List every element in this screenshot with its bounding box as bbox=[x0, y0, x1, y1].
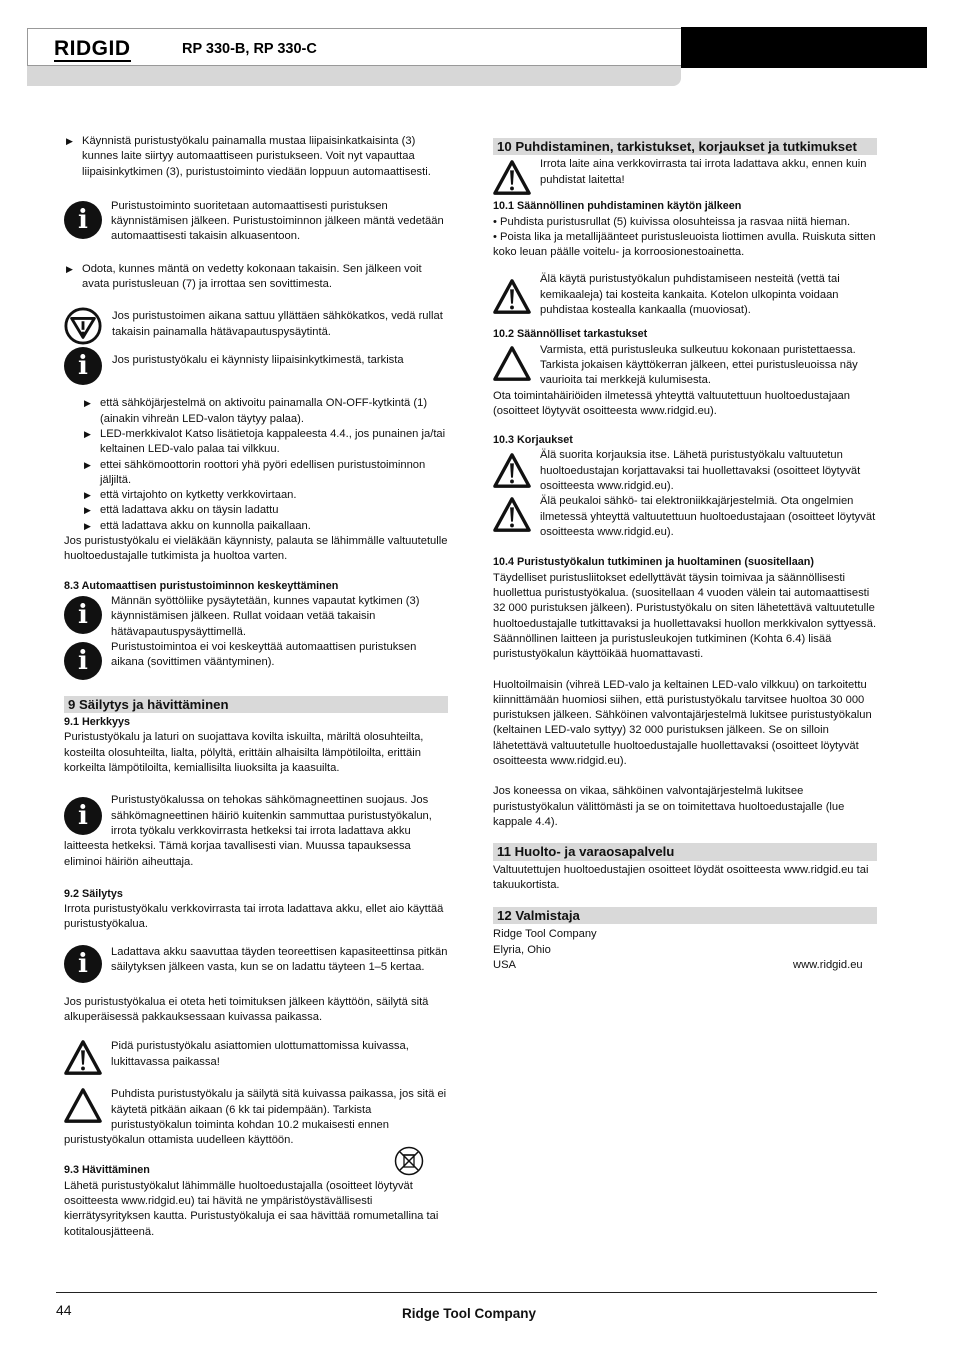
model-title: RP 330-B, RP 330-C bbox=[182, 41, 317, 57]
warning-note: Jos puristustoimen aikana sattuu yllättäen sähkökatkos, vedä rullat takaisin painamalla hätävapautuspysäytintä. bbox=[64, 309, 448, 349]
ridgid-logo: RIDGID bbox=[54, 37, 131, 60]
list-item: ▶ että virtajohto on kytketty verkkovirtaan. bbox=[64, 488, 448, 503]
subheading-9-3: 9.3 Hävittäminen bbox=[64, 1164, 150, 1177]
info-note: i Puristustoimintoa ei voi keskeyttää automaattisen puristuksen aikana (sovittimen vääntyminen). bbox=[64, 640, 448, 676]
paragraph: Irrota puristustyökalu verkkovirrasta tai irrota ladattava akku, ellet aio käyttää puristustyökalua. bbox=[64, 903, 444, 931]
step-wait: ▶ Odota, kunnes mäntä on vedetty kokonaan takaisin. Sen jälkeen voit avata puristusleuan (7) ja irrottaa sen sovittimesta. bbox=[64, 262, 448, 293]
info-icon: i bbox=[64, 596, 102, 634]
section-heading-11: 11 Huolto- ja varaosapalvelu bbox=[493, 843, 877, 860]
warning-icon bbox=[64, 1039, 102, 1077]
info-note: i Jos puristustyökalu ei käynnisty liipaisinkytkimestä, tarkista bbox=[64, 353, 448, 391]
left-column bbox=[64, 134, 448, 1240]
section-heading-10: 10 Puhdistaminen, tarkistukset, korjaukset ja tutkimukset bbox=[493, 138, 877, 155]
caution-note: Varmista, että puristusleuka sulkeutuu kokonaan puristettaessa. Tarkista jokaisen käyttökerran jälkeen, ettei puristusleuoissa näy vaurioita tai merkkejä kulumisesta. bbox=[493, 343, 877, 389]
info-note: i Ladattava akku saavuttaa täyden teoreettisen kapasiteettinsa pitkän säilytyksen jälkeen vasta, kun se on ladattu täyteen 1–5 kertaa. bbox=[64, 945, 448, 985]
info-icon: i bbox=[64, 797, 102, 835]
subheading-10-4: 10.4 Puristustyökalun tutkiminen ja huoltaminen (suositellaan) bbox=[493, 556, 814, 569]
address-line: Ridge Tool Company bbox=[493, 928, 597, 941]
step-start: ▶ Käynnistä puristustyökalu painamalla mustaa liipaisinkatkaisinta (3) kunnes laite siirtyy automaattiseen puristukseen. Voit nyt vapauttaa liipaisinkytkimen (3), puristustoiminto viedään loppuun automaattisesti. bbox=[64, 134, 448, 180]
warning-icon bbox=[493, 278, 531, 316]
paragraph: Lähetä puristustyökalut lähimmälle huoltoedustajalla (osoitteet löytyvät osoitteesta www.ridgid.eu) tai hävitä ne ympäristöystävällisesti kierrätysyrityksen kautta. Puristustyökaluja ei saa hävittää romumetallina tai kotitalousjätteenä. bbox=[64, 1179, 439, 1238]
subheading-8-3: 8.3 Automaattisen puristustoiminnon keskeyttäminen bbox=[64, 579, 339, 592]
warning-note: Irrota laite aina verkkovirrasta tai irrota ladattava akku, ennen kuin puhdistat laitetta! bbox=[493, 157, 877, 197]
warning-note: Älä peukaloi sähkö- tai elektroniikkajärjestelmiä. Ota ongelmien ilmetessä yhteyttä valtuutettuun huoltoedustajaan (osoitteet löytyvät osoitteesta www.ridgid.eu). bbox=[493, 494, 877, 540]
list-item: ▶ ettei sähkömoottorin roottori yhä pyöri edellisen puristustoiminnon jäljiltä. bbox=[64, 458, 448, 489]
warning-note: Pidä puristustyökalu asiattomien ulottumattomissa kuivassa, lukittavassa paikassa! bbox=[64, 1039, 448, 1079]
info-note: i Männän syöttöliike pysäytetään, kunnes vapautat kytkimen (3) käynnistämisen jälkeen. Rullat voidaan vetää takaisin hätävapautuspysäyttimellä. bbox=[64, 594, 448, 640]
paragraph: Jos koneessa on vikaa, sähköinen valvontajärjestelmä lukitsee puristustyökalun välittömästi ja se on toimitettava huoltoedustajalle (lue kappale 4.4). bbox=[493, 785, 845, 828]
subheading-9-2: 9.2 Säilytys bbox=[64, 887, 123, 900]
subheading-9-1: 9.1 Herkkyys bbox=[64, 716, 131, 729]
warning-icon bbox=[493, 159, 531, 197]
address-line: USA www.ridgid.eu bbox=[493, 958, 877, 973]
paragraph: Huoltoilmaisin (vihreä LED-valo ja keltainen LED-valo vilkkuu) on tarkoitettu kiinnittämään huomiosi siihen, että puristustyökalu tarvitsee huoltoa 30 000 puristuksen jälkeen. Sähköinen valvontajärjestelmä lukitsee puristustyökalun (keltainen LED-valo syttyy) 32 000 puristuksen jälkeen. Se on silloin lähetettävä valtuutetulle huoltoedustajalle huollettavaksi (osoitteet löytyvät osoitteesta www.ridgid.eu). bbox=[493, 678, 872, 768]
paragraph: Jos puristustyökalu ei vieläkään käynnisty, palauta se lähimmälle valtuutetulle huoltoedustajalle tutkimista ja huoltoa varten. bbox=[64, 535, 448, 563]
caution-note: Puhdista puristustyökalu ja säilytä sitä kuivassa paikassa, jos sitä ei käytetä pitkään aikaan (6 kk tai pidempään). Tarkista puristustyökalun toiminta kohdan 10.2 mukaisesti ennen puristustyökalun ottamista uudelleen käyttöön. bbox=[64, 1088, 447, 1147]
list-item: ▶ että ladattava akku on kunnolla paikallaan. bbox=[64, 519, 448, 534]
emergency-stop-icon bbox=[64, 307, 102, 345]
warning-icon bbox=[493, 452, 531, 490]
subheading-10-3: 10.3 Korjaukset bbox=[493, 434, 573, 447]
info-icon: i bbox=[64, 642, 102, 680]
caution-icon bbox=[64, 1087, 102, 1125]
disposal-icon bbox=[394, 1146, 424, 1176]
section-heading-12: 12 Valmistaja bbox=[493, 907, 877, 924]
check-list bbox=[64, 396, 448, 534]
website-link[interactable]: www.ridgid.eu bbox=[793, 958, 863, 971]
info-note: i Puristustoiminto suoritetaan automaattisesti puristuksen käynnistämisen jälkeen. Puristustoiminnon jälkeen mäntä vedetään automaattisesti takaisin alkuasentoon. bbox=[64, 199, 448, 245]
info-icon: i bbox=[64, 347, 102, 385]
warning-note: Älä suorita korjauksia itse. Lähetä puristustyökalu valtuutetun huoltoedustajan korjattavaksi tai huollettavaksi (osoitteet löytyvät osoitteesta www.ridgid.eu). bbox=[493, 448, 877, 494]
list-item: ▶ että sähköjärjestelmä on aktivoitu painamalla ON-OFF-kytkintä (1) (ainakin vihreän LED-valon täytyy palaa). bbox=[64, 396, 448, 427]
address-line: Elyria, Ohio bbox=[493, 943, 551, 956]
warning-note: Älä käytä puristustyökalun puhdistamiseen nesteitä (vettä tai kemikaaleja) tai kosteita kankaita. Kotelon ulkopinta voidaan puhdistaa kostealla kankaalla (muoviosat). bbox=[493, 272, 877, 318]
footer-company: Ridge Tool Company bbox=[402, 1306, 536, 1321]
list-item: ▶ LED-merkkivalot Katso lisätietoja kappaleesta 4.4., jos punainen ja/tai keltainen LED-valo palaa tai vilkkuu. bbox=[64, 427, 448, 458]
paragraph: Jos puristustyökalua ei oteta heti toimituksen jälkeen käyttöön, säilytä sitä alkuperäisessä pakkauksessaan kuivassa paikassa. bbox=[64, 995, 429, 1023]
list-item: ▶ että ladattava akku on täysin ladattu bbox=[64, 503, 448, 518]
subheading-10-1: 10.1 Säännöllinen puhdistaminen käytön jälkeen bbox=[493, 200, 742, 213]
section-heading-9: 9 Säilytys ja hävittäminen bbox=[64, 696, 448, 713]
paragraph: Puristustyökalu ja laturi on suojattava kovilta iskuilta, märiltä olosuhteilta, kosteilta olosuhteilta, lialta, pölyltä, erittäin alhaisilta lämpötiloilta, erittäin korkeilta lämpötiloilta, kemiallisilta liuoksilta ja kaasuilta. bbox=[64, 731, 424, 775]
info-note: i Puristustyökalussa on tehokas sähkömagneettinen suojaus. Jos sähkömagneettinen häiriö kuitenkin sammuttaa puristustyökalun, irrota työkalu verkkovirrasta hetkeksi tai irrota ladattava akku laitteesta hetkeksi. Tämä korjaa tavallisesti vian. Muussa tapauksessa eliminoi häiriön aiheuttaja. bbox=[64, 794, 432, 868]
subheading-10-2: 10.2 Säännölliset tarkastukset bbox=[493, 328, 648, 341]
paragraph: Ota toimintahäiriöiden ilmetessä yhteyttä valtuutettuun huoltoedustajaan (osoitteet löytyvät osoitteesta www.ridgid.eu). bbox=[493, 389, 850, 417]
bullet: • Puhdista puristusrullat (5) kuivissa olosuhteissa ja rasvaa niitä hieman. bbox=[493, 215, 851, 228]
paragraph: Valtuutettujen huoltoedustajien osoitteet löydät osoitteesta www.ridgid.eu tai takuukortista. bbox=[493, 863, 869, 891]
right-column bbox=[493, 138, 877, 973]
info-icon: i bbox=[64, 945, 102, 983]
bullet: • Poista lika ja metallijäänteet puristusleuoista liottimen avulla. Ruiskuta sitten koko leuan päälle voitelu- ja korroosionestoainetta. bbox=[493, 230, 876, 259]
warning-icon bbox=[493, 496, 531, 534]
footer-rule bbox=[56, 1292, 877, 1293]
paragraph: Täydelliset puristusliitokset edellyttävät täysin toimivaa ja säännöllisesti huollettua puristustyökalua. (suositellaan 4 vuoden välein tai automaattisesti 32 000 puristuksen jälkeen). Puristustyökalu on siten lähetettävä valtuutetulle huoltoedustajalle tutkittavaksi ja huollettavaksi huollon merkkivalon syttyessä. Säännöllinen laitteen ja puristusleukojen tutkiminen (Kohta 6.4) lisää puristustyökalun käyttöikää huomattavasti. bbox=[493, 571, 877, 661]
page-number: 44 bbox=[56, 1302, 72, 1318]
header-black-bar bbox=[681, 27, 927, 68]
info-icon: i bbox=[64, 201, 102, 239]
caution-icon bbox=[493, 345, 531, 383]
